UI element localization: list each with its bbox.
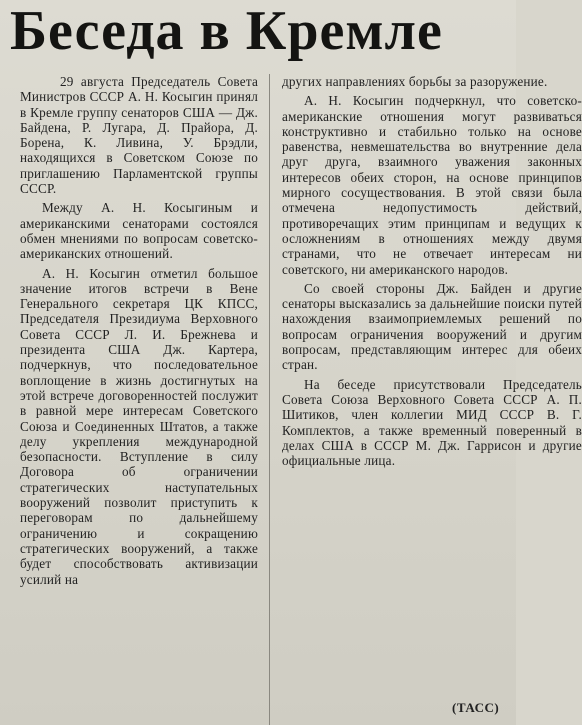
paragraph: Между А. Н. Косыгиным и американскими сенаторами состоялся обмен мнениями по вопросам советско-американских отношений. <box>20 200 258 262</box>
paragraph: А. Н. Косыгин подчеркнул, что советско-американские отношения могут развиваться конструктивно и стабильно только на основе равенства, невмешательства во внутренние дела друг друга, взаимного уважения законных интересов обеих сторон, на основе принципов мирного сосуществования. В этой связи была отмечена недопустимость действий, противоречащих этим принципам и ведущих к осложнениям в отношениях между двумя странами, что не отвечает интересам ни советского, ни американского народов. <box>282 93 582 277</box>
column-divider <box>269 74 270 725</box>
article-column-1 <box>20 74 258 725</box>
agency-signature: (ТАСС) <box>452 700 500 715</box>
headline: Беседа в Кремле <box>10 0 443 62</box>
paragraph: 29 августа Председатель Совета Министров СССР А. Н. Косыгин принял в Кремле группу сенаторов США — Дж. Байдена, Р. Лугара, Д. Прайора, Д. Борена, К. Ливина, У. Брэдли, находящихся в Советском Союзе по приглашению Парламентской группы СССР. <box>20 74 258 197</box>
paragraph: Со своей стороны Дж. Байден и другие сенаторы высказались за дальнейшие поиски путей нахождения взаимоприемлемых решений по вопросам ограничения вооружений и другим вопросам, представляющим интерес для обеих стран. <box>282 280 582 373</box>
paragraph: На беседе присутствовали Председатель Совета Союза Верховного Совета СССР А. П. Шитиков, член коллегии МИД СССР В. Г. Комплектов, а также временный поверенный в делах США в СССР М. Дж. Гаррисон и другие официальные лица. <box>282 376 582 469</box>
article-column-2 <box>282 74 582 725</box>
paragraph: А. Н. Косыгин отметил большое значение итогов встречи в Вене Генерального секретаря ЦК КПСС, Председателя Президиума Верховного Совета СССР Л. И. Брежнева и президента США Дж. Картера, подчеркнув, что последовательное воплощение в жизнь достигнутых на этой встрече договоренностей послужит в равной мере интересам Советского Союза и Соединенных Штатов, а также делу укрепления международной безопасности. Вступление в силу Договора об ограничении стратегических наступательных вооружений позволит приступить к переговорам по дальнейшему ограничению и сокращению стратегических вооружений, а также будет способствовать активизации усилий на <box>20 265 258 587</box>
paragraph: других направлениях борьбы за разоружение. <box>282 74 548 89</box>
